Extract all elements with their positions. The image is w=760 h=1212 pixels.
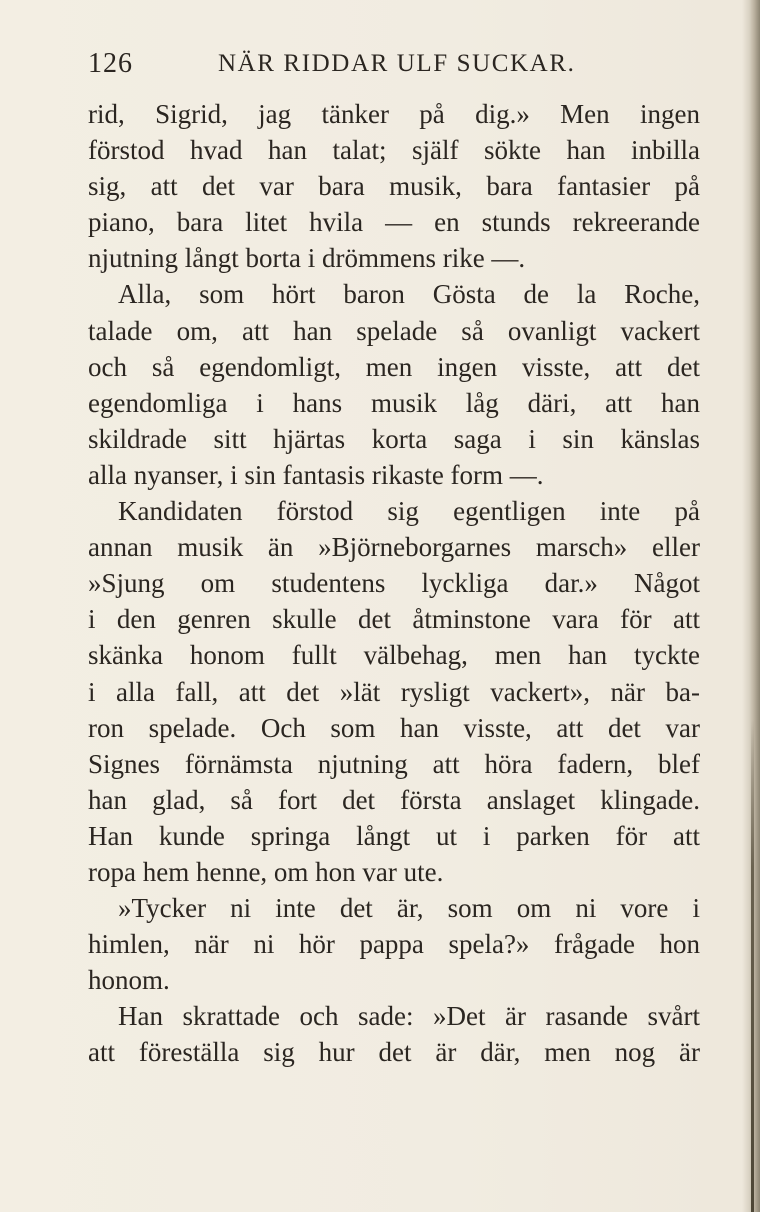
text-line: rid, Sigrid, jag tänker på dig.» Men ingen [88,99,700,129]
text-line: han glad, så fort det första anslaget klingade. [88,784,700,815]
text-line: »Sjung om studentens lyckliga dar.» Något [88,568,700,599]
text-line: att föreställa sig hur det är där, men nog är [88,1037,700,1068]
text-line: i den genren skulle det åtminstone vara för att [88,604,700,635]
text-line: ropa hem henne, om hon var ute. [88,856,444,887]
text-line: annan musik än »Björneborgarnes marsch» eller [88,532,700,563]
text-line: Han kunde springa långt ut i parken för att [88,820,700,851]
text-line: honom. [88,965,170,996]
text-line: Kandidaten förstod sig egentligen inte på [118,496,700,527]
text-line: egendomliga i hans musik låg däri, att han [88,387,700,418]
text-line: skänka honom fullt välbehag, men han tyckte [88,640,700,671]
text-line: Signes förnämsta njutning att höra fadern, blef [88,748,700,779]
text-line: himlen, när ni hör pappa spela?» frågade hon [88,929,700,960]
body-text [88,96,700,1071]
text-line: njutning långt borta i drömmens rike —. [88,243,526,274]
text-line: talade om, att han spelade så ovanligt vackert [88,315,700,346]
text-line: alla nyanser, i sin fantasis rikaste form —. [88,459,544,490]
text-line: och så egendomligt, men ingen visste, att det [88,351,700,382]
text-line: ron spelade. Och som han visste, att det var [88,712,700,743]
page-header [88,46,688,86]
text-line: Han skrattade och sade: »Det är rasande svårt [118,1001,700,1032]
text-line: piano, bara litet hvila — en stunds rekreerande [88,207,700,238]
running-head: NÄR RIDDAR ULF SUCKAR. [218,50,576,77]
text-line: i alla fall, att det »lät rysligt vackert», när ba- [88,676,700,707]
text-line: sig, att det var bara musik, bara fantasier på [88,171,700,202]
page-number: 126 [88,48,133,79]
page-edge-shadow [751,720,754,1212]
text-line: »Tycker ni inte det är, som om ni vore i [118,893,700,924]
text-line: skildrade sitt hjärtas korta saga i sin känslas [88,423,700,454]
text-line: Alla, som hört baron Gösta de la Roche, [118,279,700,310]
text-line: förstod hvad han talat; själf sökte han inbilla [88,135,700,166]
